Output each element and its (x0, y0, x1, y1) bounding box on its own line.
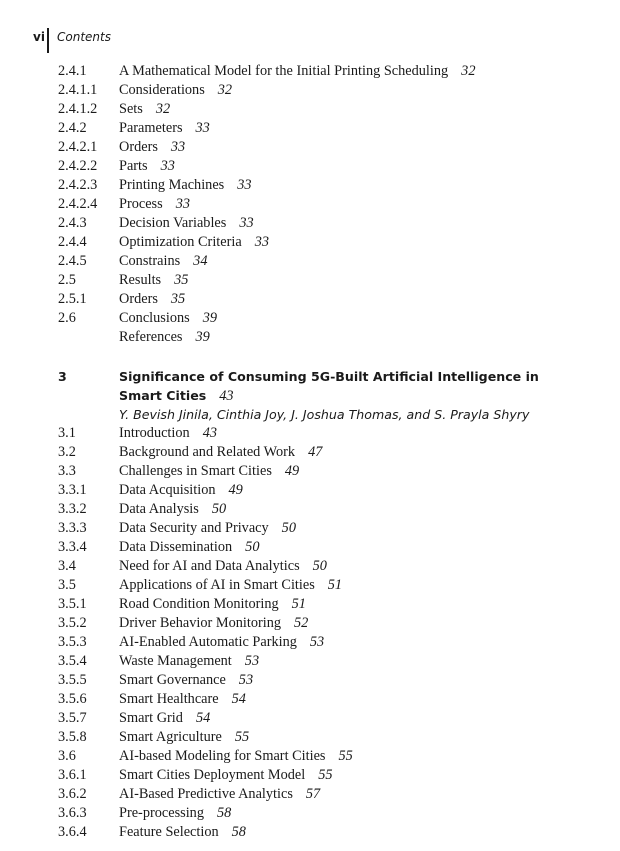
toc-entry-title-wrap (119, 538, 259, 557)
header-divider (47, 28, 49, 53)
toc-entry-number: 3.5 (58, 577, 76, 593)
toc-entry[interactable] (0, 804, 620, 823)
toc-entry-number: 3.4 (58, 558, 76, 574)
toc-entry-page: 34 (193, 253, 208, 269)
toc-entry-number: 3.1 (58, 425, 76, 441)
toc-entry[interactable] (0, 62, 620, 81)
toc-entry[interactable] (0, 271, 620, 290)
toc-entry-title-wrap (119, 557, 327, 576)
chapter-title-line1: Significance of Consuming 5G-Built Artificial Intelligence in (119, 369, 539, 384)
toc-entry-title-wrap (119, 766, 333, 785)
toc-entry-page: 35 (174, 272, 189, 288)
toc-entry-page: 50 (281, 520, 296, 536)
toc-entry-title-wrap (119, 290, 185, 309)
toc-entry-number: 2.4.5 (58, 253, 87, 269)
toc-entry-number: 3.5.2 (58, 615, 87, 631)
toc-entry-title: AI-Based Predictive Analytics (119, 786, 293, 802)
toc-entry-title: Smart Healthcare (119, 691, 219, 707)
toc-entry-title-wrap (119, 823, 246, 842)
toc-entry-page: 51 (327, 577, 343, 593)
toc-entry[interactable] (0, 690, 620, 709)
toc-entry-title: AI-based Modeling for Smart Cities (119, 748, 326, 764)
toc-entry-page: 33 (170, 139, 186, 155)
toc-entry-number: 2.4.1.1 (58, 82, 98, 98)
toc-entry[interactable] (0, 671, 620, 690)
toc-entry-number: 2.4.2 (58, 120, 87, 136)
toc-entry-page: 51 (291, 596, 306, 612)
toc-entry-number: 3.3.1 (58, 482, 87, 498)
chapter-number: 3 (58, 369, 67, 384)
toc-entry-page: 33 (237, 177, 252, 193)
toc-entry[interactable] (0, 157, 620, 176)
toc-entry-page: 55 (318, 767, 333, 783)
toc-entry-title-wrap (119, 690, 246, 709)
toc-entry-page: 32 (461, 63, 476, 79)
toc-entry-title: Smart Agriculture (119, 729, 222, 745)
toc-entry-title-wrap (119, 652, 259, 671)
toc-entry-title-wrap (119, 81, 232, 100)
toc-entry-title-wrap (119, 481, 243, 500)
toc-entry-title-wrap (119, 633, 324, 652)
toc-entry-page: 33 (175, 196, 190, 212)
toc-entry-title: Road Condition Monitoring (119, 596, 279, 612)
toc-entry[interactable] (0, 595, 620, 614)
toc-entry-number: 2.4.1 (58, 63, 87, 79)
toc-entry-number: 3.5.5 (58, 672, 87, 688)
toc-entry-number: 3.6.1 (58, 767, 87, 783)
toc-entry-title-wrap (119, 519, 296, 538)
toc-entry-title: Smart Cities Deployment Model (119, 767, 306, 783)
toc-entry[interactable] (0, 766, 620, 785)
toc-entry-title: Data Acquisition (119, 482, 216, 498)
toc-entry-title-wrap (119, 671, 253, 690)
toc-entry-number: 2.6 (58, 310, 76, 326)
toc-entry[interactable] (0, 785, 620, 804)
toc-entry-page: 50 (245, 539, 260, 555)
toc-entry-title: Data Dissemination (119, 539, 233, 555)
toc-entry-number: 3.3.3 (58, 520, 87, 536)
toc-entry-page: 57 (305, 786, 321, 802)
toc-entry-title-wrap (119, 443, 322, 462)
toc-entry[interactable] (0, 252, 620, 271)
toc-entry[interactable] (0, 823, 620, 842)
toc-entry-page: 32 (217, 82, 233, 98)
page-number: vi (33, 30, 45, 44)
toc-entry-title: Conclusions (119, 310, 190, 326)
toc-entry-number: 2.5 (58, 272, 76, 288)
toc-entry-page: 54 (231, 691, 246, 707)
toc-entry[interactable] (0, 443, 620, 462)
toc-entry-title: Sets (119, 101, 143, 117)
toc-entry-number: 3.5.3 (58, 634, 87, 650)
toc-entry[interactable] (0, 557, 620, 576)
toc-entry-page: 50 (211, 501, 227, 517)
toc-entry-page: 53 (244, 653, 260, 669)
toc-entry-page: 33 (195, 120, 210, 136)
toc-entry[interactable] (0, 195, 620, 214)
toc-entry-number: 2.4.2.4 (58, 196, 98, 212)
toc-entry-page: 53 (238, 672, 254, 688)
toc-entry[interactable] (0, 500, 620, 519)
toc-entry-title-wrap (119, 62, 475, 81)
toc-entry-title: Data Analysis (119, 501, 199, 517)
toc-entry-page: 58 (216, 805, 232, 821)
toc-entry[interactable] (0, 709, 620, 728)
toc-entry-number: 2.4.3 (58, 215, 87, 231)
toc-entry-title: Considerations (119, 82, 205, 98)
toc-entry-number: 3.6.3 (58, 805, 87, 821)
toc-entry-number: 3.2 (58, 444, 76, 460)
toc-entry-page: 49 (228, 482, 243, 498)
toc-entry-title: Constrains (119, 253, 181, 269)
toc-entry-title: Applications of AI in Smart Cities (119, 577, 315, 593)
toc-entry-number: 2.5.1 (58, 291, 87, 307)
toc-entry-title-wrap (119, 614, 308, 633)
toc-entry-title-wrap (119, 462, 299, 481)
toc-entry-number: 3.6.2 (58, 786, 87, 802)
toc-entry-page: 33 (239, 215, 254, 231)
chapter-heading-cont[interactable] (0, 386, 620, 405)
toc-entry[interactable] (0, 747, 620, 766)
toc-entry[interactable] (0, 100, 620, 119)
toc-entry-page: 50 (312, 558, 327, 574)
toc-entry-page: 49 (284, 463, 300, 479)
toc-entry-title-wrap (119, 328, 210, 347)
toc-entry-number: 3.5.1 (58, 596, 87, 612)
toc-entry[interactable] (0, 652, 620, 671)
toc-entry-title: Pre-processing (119, 805, 204, 821)
toc-entry-title: Process (119, 196, 163, 212)
toc-entry-title-wrap (119, 233, 269, 252)
toc-entry-title: Data Security and Privacy (119, 520, 269, 536)
toc-entry-title-wrap (119, 424, 217, 443)
toc-entry[interactable] (0, 633, 620, 652)
toc-entry-title-wrap (119, 138, 185, 157)
chapter-title-line2: Smart Cities (119, 388, 207, 403)
toc-entry[interactable] (0, 214, 620, 233)
toc-entry[interactable] (0, 614, 620, 633)
toc-entry-page: 35 (170, 291, 186, 307)
toc-entry-number: 2.4.2.2 (58, 158, 98, 174)
toc-entry-title-wrap (119, 785, 320, 804)
toc-entry-number: 3.5.7 (58, 710, 87, 726)
toc-entry[interactable] (0, 462, 620, 481)
toc-entry-page: 58 (231, 824, 246, 840)
toc-entry-title-wrap (119, 747, 353, 766)
toc-entry-page: 47 (308, 444, 323, 460)
toc-entry[interactable] (0, 233, 620, 252)
toc-entry-page: 54 (195, 710, 211, 726)
toc-entry-title: AI-Enabled Automatic Parking (119, 634, 297, 650)
toc-entry-title: Challenges in Smart Cities (119, 463, 272, 479)
toc-entry[interactable] (0, 728, 620, 747)
toc-entry-page: 32 (155, 101, 171, 117)
toc-entry-number: 3.3 (58, 463, 76, 479)
toc-entry-title: Smart Governance (119, 672, 226, 688)
toc-entry[interactable] (0, 81, 620, 100)
toc-entry-page: 53 (309, 634, 325, 650)
toc-entry-title: Optimization Criteria (119, 234, 242, 250)
toc-entry[interactable] (0, 138, 620, 157)
toc-entry-number: 2.4.4 (58, 234, 87, 250)
toc-entry-number: 3.6 (58, 748, 76, 764)
toc-entry-number: 3.6.4 (58, 824, 87, 840)
toc-entry-title: Orders (119, 291, 158, 307)
toc-entry-title: Feature Selection (119, 824, 219, 840)
toc-entry[interactable] (0, 290, 620, 309)
toc-entry-title-wrap (119, 500, 226, 519)
toc-entry[interactable] (0, 176, 620, 195)
toc-entry-page: 43 (202, 425, 217, 441)
toc-entry[interactable] (0, 481, 620, 500)
chapter-title-line2-wrap (119, 386, 234, 406)
toc-entry-page: 55 (234, 729, 250, 745)
toc-entry-title-wrap (119, 595, 306, 614)
toc-entry-title: Printing Machines (119, 177, 225, 193)
toc-entry-title: References (119, 329, 183, 345)
toc-entry-title-wrap (119, 576, 342, 595)
chapter-page-number: 43 (219, 388, 234, 404)
toc-entry-number: 2.4.2.1 (58, 139, 98, 155)
toc-entry-title: Decision Variables (119, 215, 227, 231)
chapter-authors-row (0, 405, 620, 424)
toc-entry-number: 2.4.2.3 (58, 177, 98, 193)
toc-entry-title: Driver Behavior Monitoring (119, 615, 281, 631)
toc-entry-title-wrap (119, 176, 252, 195)
toc-entry[interactable] (0, 538, 620, 557)
chapter-authors: Y. Bevish Jinila, Cinthia Joy, J. Joshua Thomas, and S. Prayla Shyry (119, 407, 530, 422)
toc-entry-page: 33 (160, 158, 175, 174)
table-of-contents (0, 62, 620, 842)
chapter-heading[interactable] (0, 367, 620, 386)
toc-entry-title: Waste Management (119, 653, 232, 669)
toc-entry[interactable] (0, 328, 620, 347)
toc-entry-title: Background and Related Work (119, 444, 296, 460)
toc-entry-title-wrap (119, 728, 249, 747)
chapter-gap (0, 347, 620, 367)
toc-entry-number: 3.5.8 (58, 729, 87, 745)
toc-entry[interactable] (0, 576, 620, 595)
toc-entry-title: Results (119, 272, 162, 288)
toc-entry-number: 3.5.4 (58, 653, 87, 669)
toc-entry-title-wrap (119, 195, 190, 214)
toc-entry-number: 2.4.1.2 (58, 101, 98, 117)
toc-entry-title: Orders (119, 139, 158, 155)
toc-entry-page: 39 (202, 310, 217, 326)
toc-entry-page: 55 (338, 748, 353, 764)
toc-entry-title-wrap (119, 100, 170, 119)
toc-entry-title-wrap (119, 214, 254, 233)
toc-entry-title: Introduction (119, 425, 190, 441)
toc-entry-title: Parameters (119, 120, 183, 136)
toc-section-after (0, 424, 620, 842)
toc-entry-page: 39 (195, 329, 210, 345)
running-title: Contents (57, 30, 111, 44)
toc-entry-title-wrap (119, 157, 175, 176)
toc-section-before (0, 62, 620, 347)
toc-entry[interactable] (0, 519, 620, 538)
toc-entry-title: Need for AI and Data Analytics (119, 558, 300, 574)
toc-entry-title: Smart Grid (119, 710, 183, 726)
toc-entry-title-wrap (119, 252, 207, 271)
toc-entry-number: 3.3.2 (58, 501, 87, 517)
toc-entry[interactable] (0, 119, 620, 138)
toc-entry-page: 33 (254, 234, 269, 250)
toc-entry-title-wrap (119, 709, 210, 728)
toc-entry-title-wrap (119, 271, 188, 290)
toc-entry[interactable] (0, 309, 620, 328)
toc-entry-title-wrap (119, 804, 231, 823)
toc-entry-page: 52 (294, 615, 309, 631)
running-header (0, 28, 620, 52)
toc-entry-title: A Mathematical Model for the Initial Printing Scheduling (119, 63, 449, 79)
toc-entry-number: 3.5.6 (58, 691, 87, 707)
toc-entry[interactable] (0, 424, 620, 443)
toc-entry-title-wrap (119, 309, 217, 328)
toc-entry-number: 3.3.4 (58, 539, 87, 555)
toc-entry-title: Parts (119, 158, 148, 174)
toc-entry-title-wrap (119, 119, 210, 138)
